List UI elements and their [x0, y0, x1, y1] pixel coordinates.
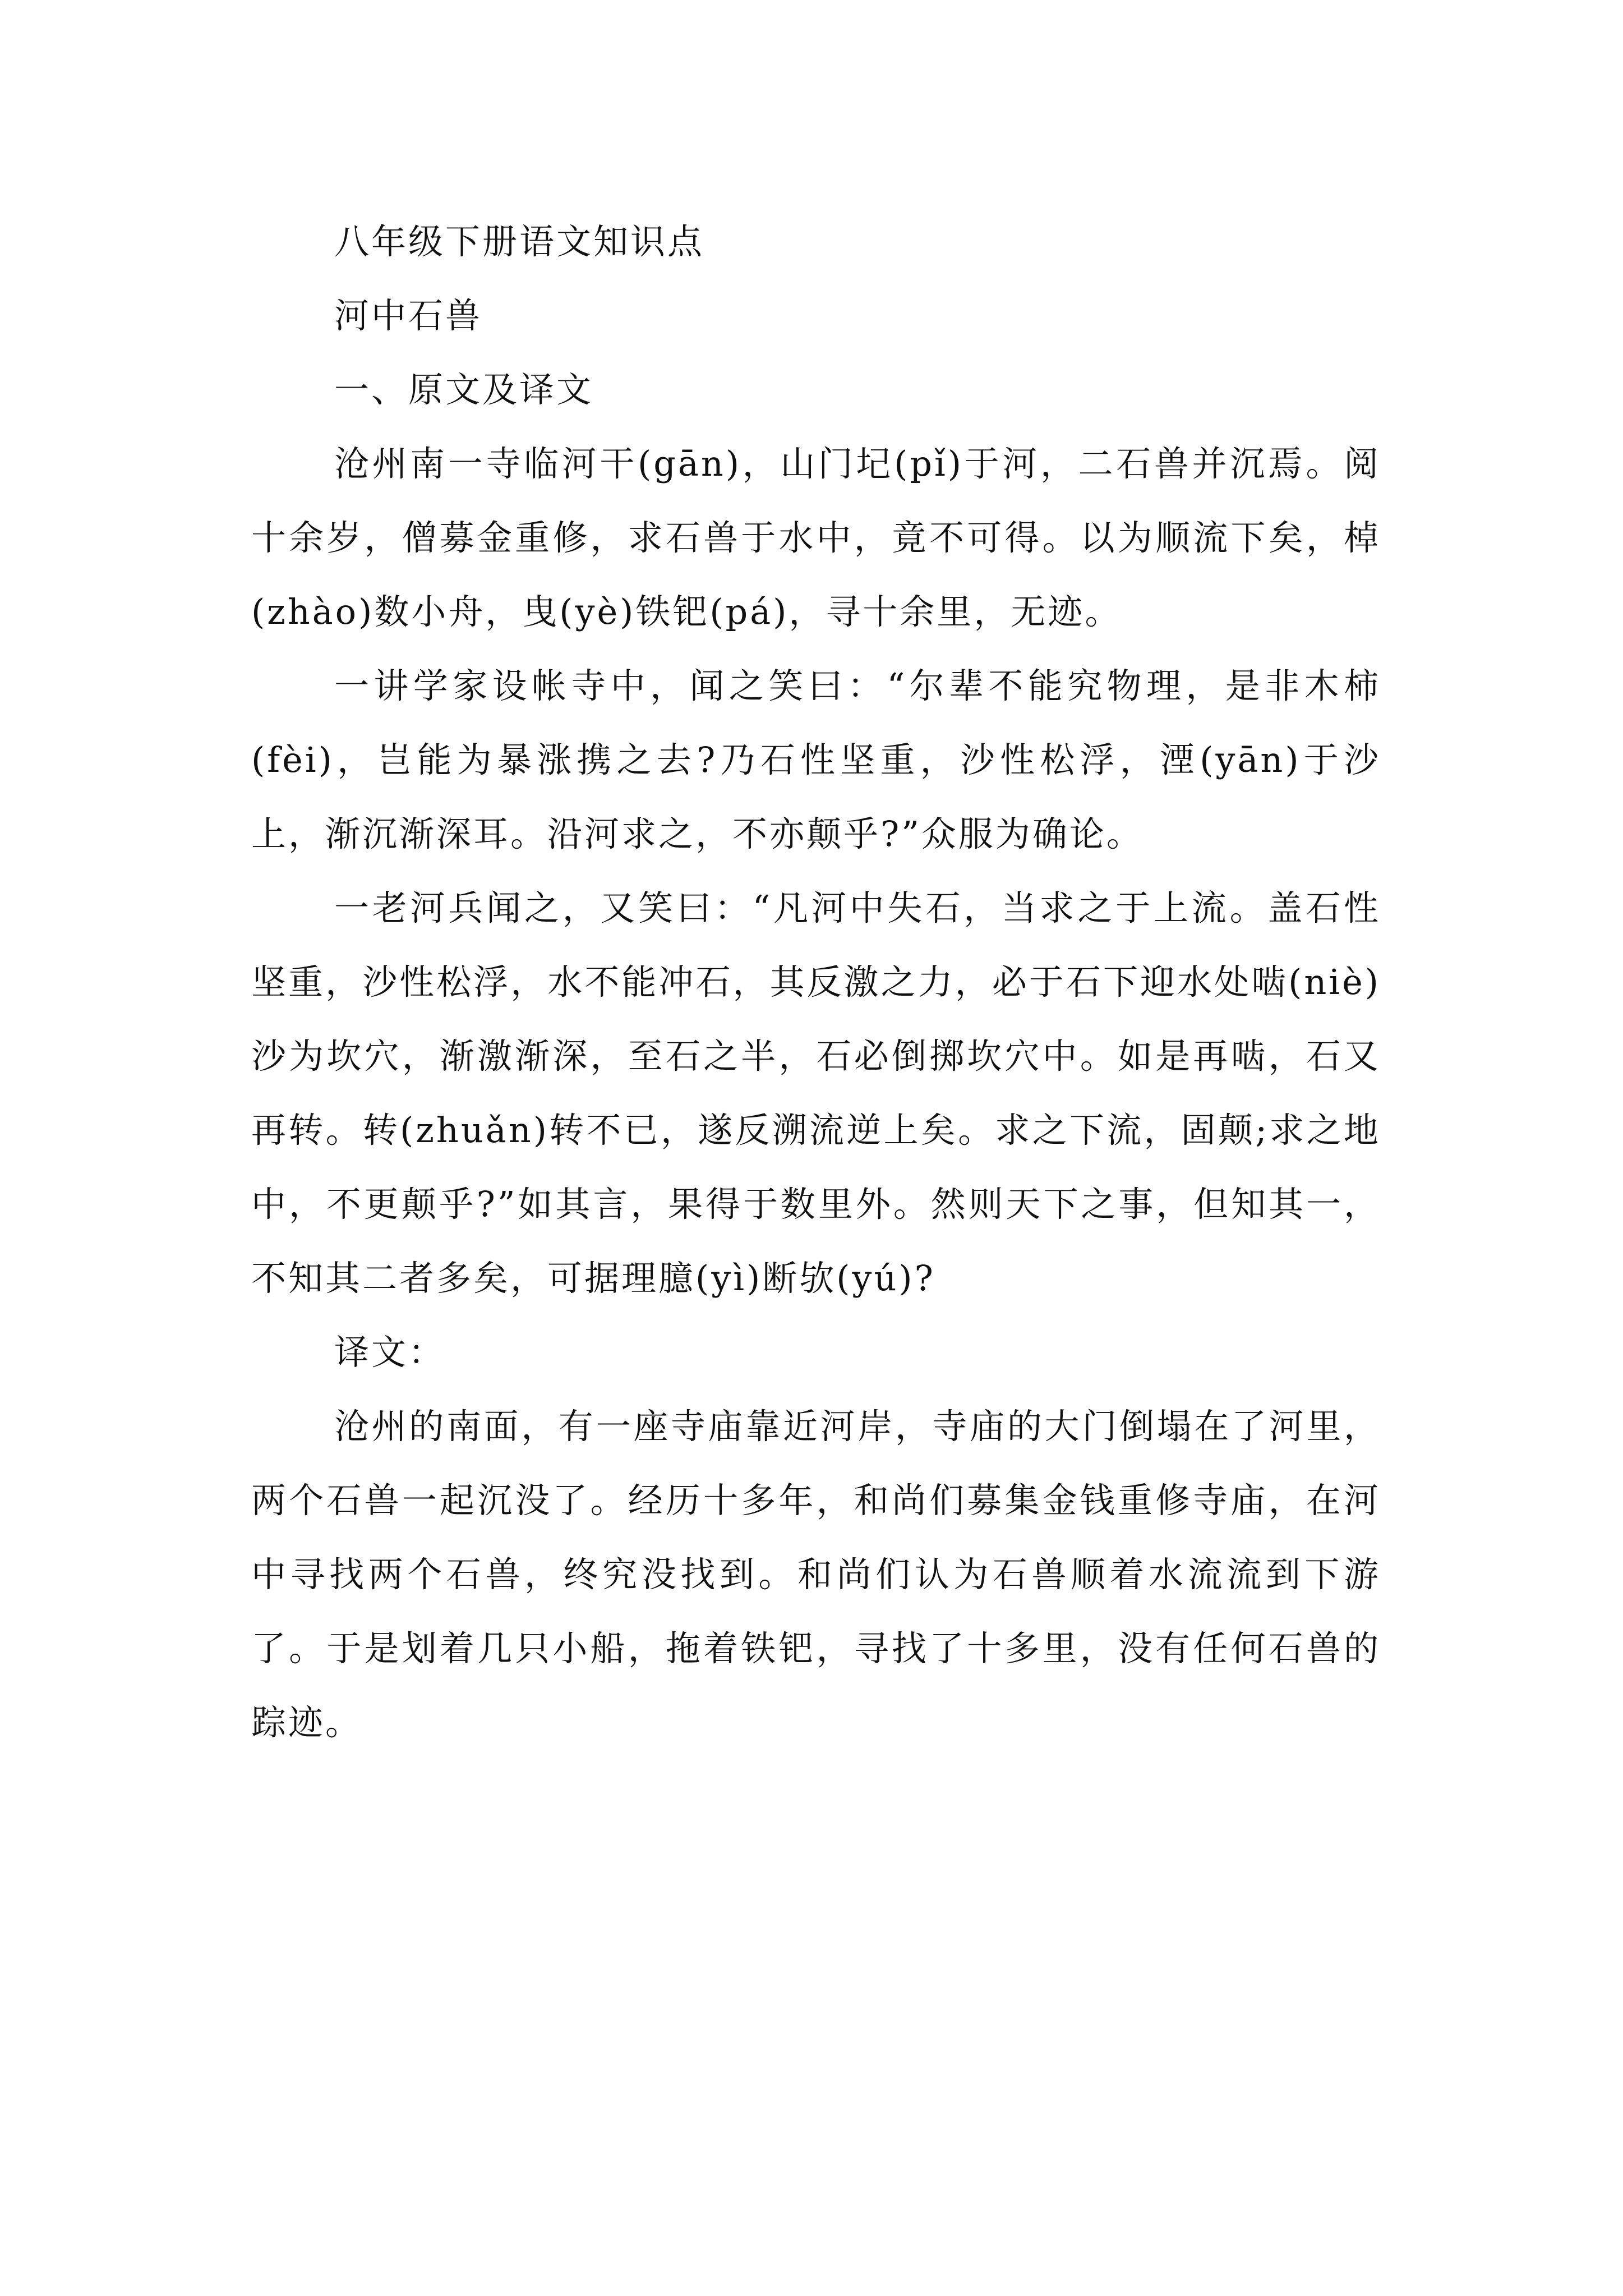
original-paragraph-1: 沧州南一寺临河干(gān)，山门圮(pǐ)于河，二石兽并沉焉。阅十余岁，僧募金重修，求石兽于水中，竟不可得。以为顺流下矣，棹(zhào)数小舟，曳(yè)铁钯(pá)，寻十余里，无迹。: [251, 443, 1381, 632]
text-title: 河中石兽: [334, 295, 483, 336]
original-paragraph-2: 一讲学家设帐寺中，闻之笑曰：“尔辈不能究物理，是非木柿(fèi)，岂能为暴涨携之去?乃石性坚重，沙性松浮，湮(yān)于沙上，渐沉渐深耳。沿河求之，不亦颠乎?”众服为确论。: [251, 665, 1381, 854]
translation-label: 译文：: [334, 1332, 446, 1373]
document-page: [251, 205, 1381, 1760]
section-heading: 一、原文及译文: [334, 369, 594, 410]
original-paragraph-3: 一老河兵闻之，又笑曰：“凡河中失石，当求之于上流。盖石性坚重，沙性松浮，水不能冲石，其反激之力，必于石下迎水处啮(niè)沙为坎穴，渐激渐深，至石之半，石必倒掷坎穴中。如是再啮，石又再转。转(zhuǎn)转不已，遂反溯流逆上矣。求之下流，固颠;求之地中，不更颠乎?”如其言，果得于数里外。然则天下之事，但知其一，不知其二者多矣，可据理臆(yì)断欤(yú)?: [251, 887, 1381, 1299]
translation-paragraph: 沧州的南面，有一座寺庙靠近河岸，寺庙的大门倒塌在了河里，两个石兽一起沉没了。经历十多年，和尚们募集金钱重修寺庙，在河中寻找两个石兽，终究没找到。和尚们认为石兽顺着水流流到下游了。于是划着几只小船，拖着铁钯，寻找了十多里，没有任何石兽的踪迹。: [251, 1406, 1381, 1743]
document-title: 八年级下册语文知识点: [334, 221, 705, 262]
